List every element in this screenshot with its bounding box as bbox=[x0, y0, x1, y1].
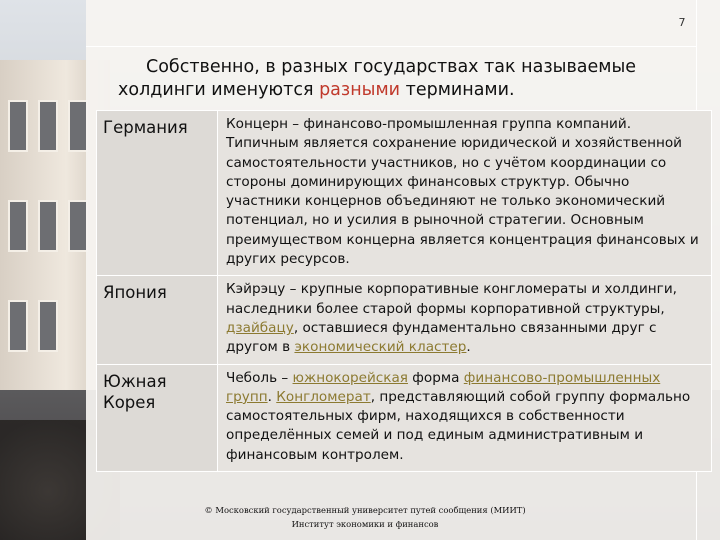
intro-line-1: Собственно, в разных государствах так называемые bbox=[146, 57, 637, 77]
table-row bbox=[97, 276, 712, 364]
building-window bbox=[68, 200, 88, 252]
link-south-korean[interactable]: южнокорейская bbox=[292, 369, 408, 386]
footer-line-2: Институт экономики и финансов bbox=[291, 519, 439, 529]
description-cell: Концерн – финансово-промышленная группа компаний. Типичным является сохранение юридической и хозяйственной самостоятельности участников, но с учётом координации со стороны доминирующих финансовых структур. Обычно участники концернов объединяют не только экономический потенциал, но и усилия в рыночной стратегии. Основным преимуществом концерна является концентрация финансовых и других ресурсов. bbox=[218, 111, 712, 276]
building-window bbox=[8, 100, 28, 152]
holdings-table bbox=[96, 110, 712, 472]
intro-line-2-end: терминами. bbox=[400, 80, 515, 100]
description-text: . bbox=[466, 339, 471, 356]
description-text: Кэйрэцу – крупные корпоративные конгломераты и холдинги, наследники более старой формы корпоративной структуры, bbox=[226, 281, 677, 317]
footer-line-1: © Московский государственный университет путей сообщения (МИИТ) bbox=[204, 505, 526, 515]
link-zaibatsu[interactable]: дзайбацу bbox=[226, 319, 294, 336]
intro-text bbox=[118, 56, 678, 102]
description-cell bbox=[218, 364, 712, 471]
top-divider bbox=[86, 46, 696, 47]
description-text: форма bbox=[407, 369, 464, 386]
intro-highlight: разными bbox=[319, 80, 401, 100]
description-text: , оставшиеся фундаментально связанными друг с другом в bbox=[226, 319, 657, 356]
building-window bbox=[8, 300, 28, 352]
link-financial-industrial-groups[interactable]: финансово-промышленных групп bbox=[226, 369, 661, 405]
description-text: . bbox=[267, 388, 277, 405]
country-cell: Германия bbox=[97, 111, 218, 276]
description-text: Чеболь – bbox=[226, 369, 293, 386]
intro-line-2 bbox=[118, 79, 678, 102]
intro-line-2-start: холдинги именуются bbox=[118, 80, 320, 100]
country-cell: Япония bbox=[97, 276, 218, 364]
description-text: , представляющий собой группу формально самостоятельных фирм, находящихся в собственности определённых семей и под единым административным и финансовым контролем. bbox=[226, 388, 691, 463]
building-window bbox=[38, 100, 58, 152]
table-row bbox=[97, 364, 712, 471]
link-economic-cluster[interactable]: экономический кластер bbox=[294, 339, 467, 356]
building-window bbox=[8, 200, 28, 252]
country-cell: Южная Корея bbox=[97, 364, 218, 471]
link-conglomerate[interactable]: Конгломерат bbox=[276, 388, 371, 405]
description-cell bbox=[218, 276, 712, 364]
building-window bbox=[38, 300, 58, 352]
building-window bbox=[68, 100, 88, 152]
page-number: 7 bbox=[678, 16, 686, 29]
footer bbox=[150, 503, 580, 531]
building-window bbox=[38, 200, 58, 252]
table-row bbox=[97, 111, 712, 276]
